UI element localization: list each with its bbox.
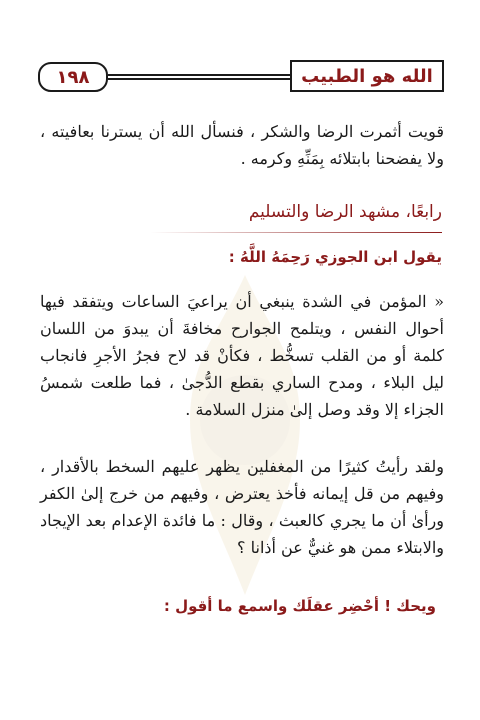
section-heading: رابعًا، مشهد الرضا والتسليم: [248, 202, 442, 222]
paragraph-intro: قويت أثمرت الرضا والشكر ، فنسأل الله أن يسترنا بعافيته ، ولا يفضحنا بابتلائه بِمَنِّهِ وكرمه .: [40, 122, 444, 168]
paragraph-commentary: ولقد رأيتُ كثيرًا من المغفلين يظهر عليهم السخط بالأقدار ، وفيهم من قل إيمانه فأخذ يعترض ، وفيهم من خرج إلىٰ الكفر ورأىٰ أن ما يجري كالعبث ، وقال : ما فائدة الإعدام بعد الإيجاد والابتلاء ممن هو غنيٌّ عن أذانا ؟: [40, 457, 444, 557]
exclamation-heading: ويحك ! أحْضِر عقلَك واسمع ما أقول :: [163, 597, 436, 615]
paragraph-quote: « المؤمن في الشدة ينبغي أن يراعيَ الساعات ويتفقد فيها أحوال النفس ، ويتلمح الجوارح مخافةَ أن يبدوَ من اللسان كلمة أو من القلب تسخُّط ، فكأنْ قد لاح فجرُ الأجرِ فانجاب ليل البلاء ، ومدح الساري بقطع الدُّجىٰ ، فما طلعت شمسُ الجزاء إلا وقد وصل إلىٰ منزل السلامة .: [40, 292, 444, 419]
book-title: الله هو الطبيب: [290, 60, 444, 92]
section-heading-underline: [150, 232, 442, 233]
page-header: [38, 60, 444, 92]
speaker-heading: يقول ابن الجوزي رَحِمَهُ اللَّهُ :: [228, 248, 442, 266]
page-number: ١٩٨: [38, 62, 108, 92]
